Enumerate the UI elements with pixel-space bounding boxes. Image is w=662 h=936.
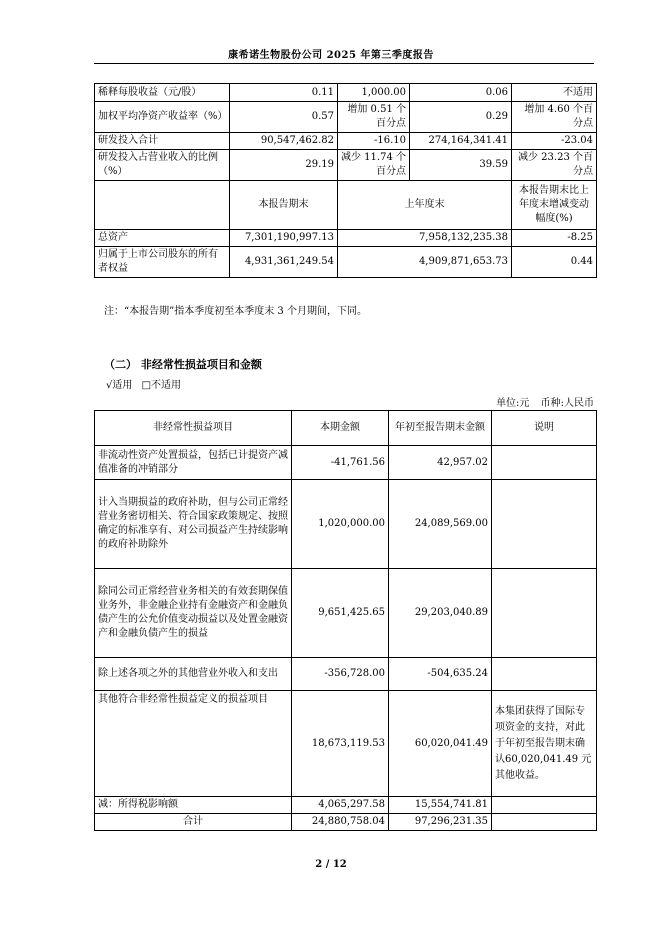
current-amount: 18,673,119.53 [292, 691, 389, 797]
not-applicable-checkbox: □不适用 [141, 380, 182, 391]
footnote: 注：“本报告期”指本季度初至本季度末 3 个月期间，下同。 [104, 306, 367, 317]
remark [492, 797, 597, 814]
table-row [95, 133, 597, 150]
ytd-amount: -504,635.24 [389, 658, 492, 691]
cell-value: 减少 23.23 个百分点 [512, 150, 597, 181]
column-header-item: 非经常性损益项目 [95, 411, 292, 446]
total-label: 合计 [95, 814, 292, 831]
table-row [95, 691, 597, 797]
row-label: 加权平均净资产收益率（%） [95, 102, 230, 133]
ytd-amount: 29,203,040.89 [389, 569, 492, 658]
column-header-ytd: 年初至报告期末金额 [389, 411, 492, 446]
cell-value: 0.29 [410, 102, 512, 133]
item-label: 非流动性资产处置损益，包括已计提资产减值准备的冲销部分 [95, 446, 292, 480]
item-label: 计入当期损益的政府补助，但与公司正常经营业务密切相关、符合国家政策规定、按照确定的标准享有、对公司损益产生持续影响的政府补助除外 [95, 480, 292, 569]
table-row [95, 797, 597, 814]
cell-value: 29.19 [230, 150, 338, 181]
current-amount: 1,020,000.00 [292, 480, 389, 569]
column-header-last-year-end: 上年度末 [338, 181, 512, 230]
row-label: 总资产 [95, 230, 230, 247]
table-header-row [95, 411, 597, 446]
table-row [95, 569, 597, 658]
table-row [95, 247, 597, 278]
cell-value: 不适用 [512, 84, 597, 102]
cell-value: 1,000.00 [338, 84, 410, 102]
table-row [95, 480, 597, 569]
column-header-remark: 说明 [492, 411, 597, 446]
non-recurring-items-table [94, 410, 597, 831]
current-amount: -41,761.56 [292, 446, 389, 480]
cell-value: 39.59 [410, 150, 512, 181]
ytd-amount: 60,020,041.49 [389, 691, 492, 797]
currency-label: 币种:人民币 [540, 398, 594, 409]
unit-label: 单位:元 [496, 398, 530, 409]
cell-value: 0.06 [410, 84, 512, 102]
cell-value: 4,931,361,249.54 [230, 247, 338, 278]
item-label: 除同公司正常经营业务相关的有效套期保值业务外，非金融企业持有金融资产和金融负债产生的公允价值变动损益以及处置金融资产和金融负债产生的损益 [95, 569, 292, 658]
item-label: 除上述各项之外的其他营业外收入和支出 [95, 658, 292, 691]
cell-value: 274,164,341.41 [410, 133, 512, 150]
total-current-amount: 24,880,758.04 [292, 814, 389, 831]
ytd-amount: 24,089,569.00 [389, 480, 492, 569]
item-label: 其他符合非经常性损益定义的损益项目 [95, 691, 292, 797]
table-row [95, 658, 597, 691]
cell-value: 增加 0.51 个百分点 [338, 102, 410, 133]
remark [492, 569, 597, 658]
remark [492, 480, 597, 569]
total-ytd-amount: 97,296,231.35 [389, 814, 492, 831]
cell-value: 4,909,871,653.73 [338, 247, 512, 278]
row-label: 研发投入合计 [95, 133, 230, 150]
cell-value: 0.57 [230, 102, 338, 133]
remark [492, 446, 597, 480]
report-header-title: 康希诺生物股份公司 2025 年第三季度报告 [228, 50, 434, 61]
cell-value: 增加 4.60 个百分点 [512, 102, 597, 133]
unit-currency [488, 394, 594, 409]
section-title: （二） 非经常性损益项目和金额 [104, 358, 262, 371]
item-label: 减：所得税影响额 [95, 797, 292, 814]
empty-cell [95, 181, 230, 230]
total-remark [492, 814, 597, 831]
table-subheader-row [95, 181, 597, 230]
applicability-options [106, 376, 187, 391]
cell-value: 7,958,132,235.38 [338, 230, 512, 247]
header-divider [94, 63, 594, 64]
table-total-row [95, 814, 597, 831]
cell-value: -16.10 [338, 133, 410, 150]
current-amount: 4,065,297.58 [292, 797, 389, 814]
page-number: 2 / 12 [315, 859, 347, 870]
column-header-change: 本报告期末比上年度末增减变动幅度(%) [512, 181, 597, 230]
cell-value: -23.04 [512, 133, 597, 150]
table-row [95, 150, 597, 181]
ytd-amount: 42,957.02 [389, 446, 492, 480]
table-row [95, 230, 597, 247]
cell-value: 减少 11.74 个百分点 [338, 150, 410, 181]
remark [492, 658, 597, 691]
table-row [95, 446, 597, 480]
row-label: 稀释每股收益（元/股） [95, 84, 230, 102]
table-row [95, 84, 597, 102]
cell-value: 90,547,462.82 [230, 133, 338, 150]
ytd-amount: 15,554,741.81 [389, 797, 492, 814]
table-row [95, 102, 597, 133]
cell-value: 0.11 [230, 84, 338, 102]
cell-value: -8.25 [512, 230, 597, 247]
applicable-checkbox: √适用 [106, 380, 133, 391]
row-label: 研发投入占营业收入的比例（%） [95, 150, 230, 181]
row-label: 归属于上市公司股东的所有者权益 [95, 247, 230, 278]
cell-value: 7,301,190,997.13 [230, 230, 338, 247]
remark: 本集团获得了国际专项资金的支持，对此于年初至报告期末确认60,020,041.49 元其他收益。 [492, 691, 597, 797]
key-indicators-table [94, 83, 597, 278]
column-header-period-end: 本报告期末 [230, 181, 338, 230]
current-amount: -356,728.00 [292, 658, 389, 691]
column-header-current: 本期金额 [292, 411, 389, 446]
current-amount: 9,651,425.65 [292, 569, 389, 658]
cell-value: 0.44 [512, 247, 597, 278]
